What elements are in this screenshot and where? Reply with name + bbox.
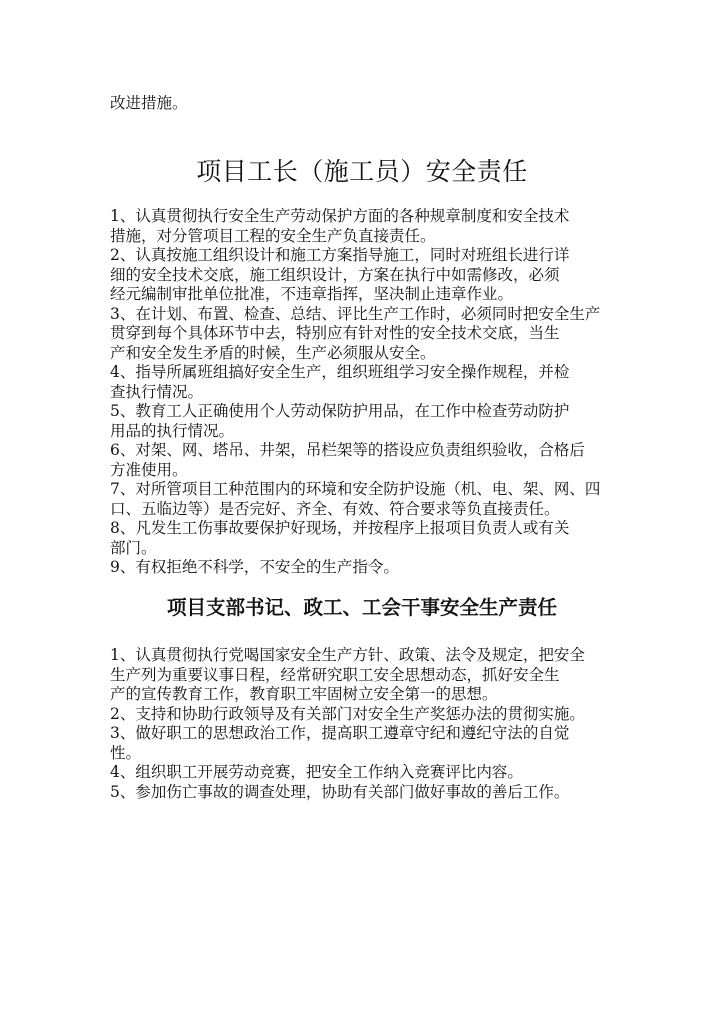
- list-item-line: 6、对架、网、塔吊、井架，吊栏架等的搭设应负责组织验收，合格后: [110, 441, 585, 459]
- list-item-line: 4、组织职工开展劳动竞赛，把安全工作纳入竞赛评比内容。: [110, 763, 523, 781]
- list-item-line: 5、参加伤亡事故的调查处理，协助有关部门做好事故的善后工作。: [110, 782, 570, 801]
- list-item-line: 3、做好职工的思想政治工作，提高职工遵章守纪和遵纪守法的自觉: [110, 724, 570, 742]
- list-item-line: 3、在计划、布置、检查、总结、评比生产工作时，必须同时把安全生产: [110, 304, 601, 323]
- list-item-line: 部门。: [110, 538, 157, 557]
- list-item-line: 方准使用。: [110, 460, 188, 479]
- section2-item-2: [110, 705, 622, 725]
- section1-item-7: [110, 480, 622, 519]
- list-item-line: 2、支持和协助行政领导及有关部门对安全生产奖惩办法的贯彻实施。: [110, 704, 585, 723]
- list-item-line: 9、有权拒绝不科学，不安全的生产指令。: [110, 558, 399, 576]
- list-item-line: 8、凡发生工伤事故要保护好现场，并按程序上报项目负责人或有关: [110, 519, 570, 537]
- section1-item-2: [110, 246, 622, 305]
- list-item-line: 生产列为重要议事日程，经常研究职工安全思想动态，抓好安全生: [110, 665, 560, 684]
- list-item-line: 经元编制审批单位批准，不违章指挥，坚决制止违章作业。: [110, 285, 514, 303]
- list-item-line: 1、认真贯彻执行党喝国家安全生产方针、政策、法令及规定，把安全: [110, 646, 585, 664]
- section1-item-3: [110, 305, 622, 364]
- list-item-line: 4、指导所属班组搞好安全生产，组织班组学习安全操作规程，并检: [110, 363, 570, 381]
- intro-text: 改进措施。: [110, 94, 188, 112]
- list-item-line: 产的宣传教育工作，教育职工牢固树立安全第一的思想。: [110, 685, 498, 703]
- section2-item-3: [110, 724, 622, 763]
- section1-item-9: [110, 558, 622, 578]
- section1-item-6: [110, 441, 622, 480]
- list-item-line: 查执行情况。: [110, 382, 204, 401]
- section1-item-5: [110, 402, 622, 441]
- list-item-line: 产和安全发生矛盾的时候，生产必须服从安全。: [110, 343, 436, 362]
- section1-item-8: [110, 519, 622, 558]
- list-item-line: 细的安全技术交底，施工组织设计，方案在执行中如需修改，必须: [110, 265, 560, 284]
- list-item-line: 用品的执行情况。: [110, 421, 235, 440]
- section2-title: 项目支部书记、政工、工会干事安全生产责任: [166, 596, 557, 619]
- list-item-line: 2、认真按施工组织设计和施工方案指导施工，同时对班组长进行详: [110, 246, 570, 264]
- section1-list: [110, 207, 622, 578]
- section1-item-4: [110, 363, 622, 402]
- section1-item-1: [110, 207, 622, 246]
- list-item-line: 措施，对分管项目工程的安全生产负直接责任。: [110, 226, 436, 245]
- section2-item-5: [110, 783, 622, 803]
- list-item-line: 5、教育工人正确使用个人劳动保防护用品，在工作中检查劳动防护: [110, 402, 570, 420]
- list-item-line: 性。: [110, 743, 142, 762]
- list-item-line: 贯穿到每个具体环节中去，特别应有针对性的安全技术交底，当生: [110, 324, 560, 342]
- section2-item-4: [110, 763, 622, 783]
- section2-item-1: [110, 646, 622, 705]
- section2-list: [110, 646, 622, 802]
- list-item-line: 7、对所管项目工种范围内的环境和安全防护设施（机、电、架、网、四: [110, 480, 601, 498]
- list-item-line: 1、认真贯彻执行安全生产劳动保护方面的各种规章制度和安全技术: [110, 207, 570, 225]
- section1-title: 项目工长（施工员）安全责任: [196, 157, 528, 186]
- list-item-line: 口、五临边等）是否完好、齐全、有效、符合要求等负直接责任。: [110, 499, 560, 518]
